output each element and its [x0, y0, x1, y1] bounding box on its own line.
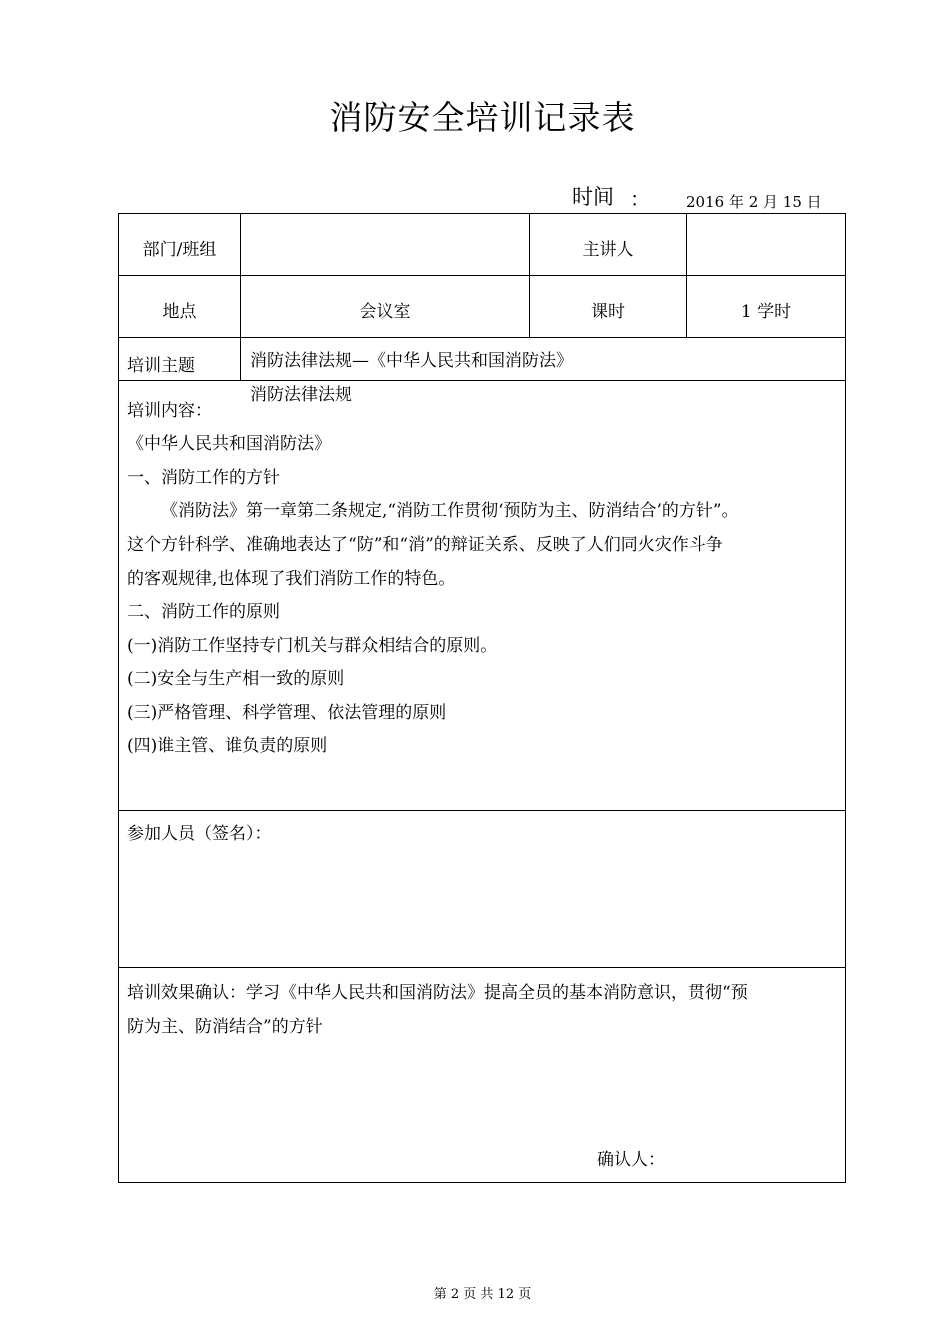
table-border-top [118, 213, 846, 214]
hours-label: 课时 [591, 302, 625, 322]
participants-label: 参加人员（签名）： [127, 824, 272, 844]
content-line: (一)消防工作坚持专门机关与群众相结合的原则。 [127, 636, 498, 656]
confirmer-label: 确认人： [597, 1150, 665, 1170]
content-line: 一、消防工作的方针 [127, 468, 280, 488]
effect-line-2: 防为主、防消结合”的方针 [127, 1017, 323, 1037]
content-line: 这个方针科学、准确地表达了“防”和“消”的辩证关系、反映了人们同火灾作斗争 [127, 535, 723, 555]
time-label: 时间 [572, 185, 614, 209]
content-line: (二)安全与生产相一致的原则 [127, 669, 345, 689]
content-label: 培训内容： [127, 401, 212, 421]
content-line: (四)谁主管、谁负责的原则 [127, 736, 328, 756]
time-colon: ： [630, 187, 650, 211]
location-value: 会议室 [359, 302, 411, 322]
topic-line-2: 消防法律法规 [250, 385, 352, 405]
table-rule [118, 810, 846, 811]
content-line: 《中华人民共和国消防法》 [127, 434, 331, 454]
table-border-bottom [118, 1182, 846, 1183]
speaker-label: 主讲人 [582, 240, 634, 260]
table-rule [118, 275, 846, 276]
table-rule [118, 337, 846, 338]
table-border-right [845, 213, 846, 1183]
effect-line-1: 培训效果确认：学习《中华人民共和国消防法》提高全员的基本消防意识，贯彻“预 [127, 983, 748, 1003]
content-line: (三)严格管理、科学管理、依法管理的原则 [127, 703, 447, 723]
content-line: 的客观规律,也体现了我们消防工作的特色。 [127, 569, 456, 589]
content-line: 二、消防工作的原则 [127, 602, 280, 622]
time-value: 2016 年 2 月 15 日 [686, 193, 822, 211]
content-line: 《消防法》第一章第二条规定,“消防工作贯彻‘预防为主、防消结合’的方针”。 [161, 501, 739, 521]
page-title: 消防安全培训记录表 [329, 98, 636, 137]
topic-line-1: 消防法律法规—《中华人民共和国消防法》 [250, 351, 573, 371]
table-rule [118, 380, 846, 381]
hours-value: 1 学时 [740, 302, 792, 322]
dept-label: 部门/班组 [142, 240, 217, 260]
topic-label: 培训主题 [127, 356, 195, 376]
page-footer: 第 2 页 共 12 页 [433, 1287, 532, 1302]
table-rule [118, 967, 846, 968]
table-border-left [118, 213, 119, 1183]
location-label: 地点 [162, 302, 197, 322]
